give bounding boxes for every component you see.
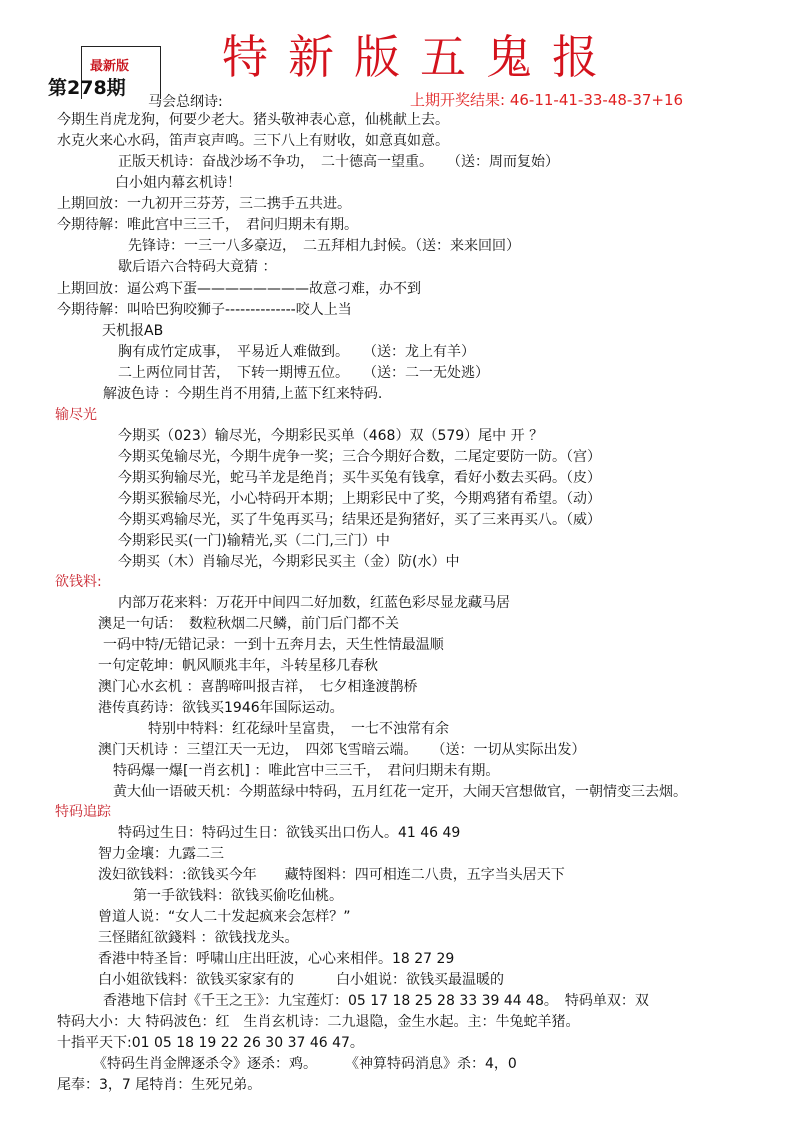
- tracking-line: 特码大小：大 特码波色：红 生肖玄机诗：二九退隐，金生水起。主：牛兔蛇羊猪。: [57, 1014, 580, 1030]
- tracking-line: 特码过生日：特码过生日：欲钱买出口伤人。41 46 49: [118, 825, 461, 841]
- intro-line-2: 水克火来心水码，笛声哀声鸣。三下八上有财收，如意真如意。: [57, 133, 449, 149]
- tracking-line: 泼妇欲钱料：:欲钱买今年 藏特图料：四可相连二八贵，五字当头居天下: [98, 867, 565, 883]
- pioneer-text: ：一三一八多豪迈， 二五拜相九封候。（送：来来回回）: [170, 238, 520, 254]
- money-line: 澳足一句话： 数粒秋烟二尺鳞，前门后门都不关: [98, 616, 399, 632]
- tracking-line: 第一手欲钱料：欲钱买偷吃仙桃。: [133, 888, 343, 904]
- subtitle: 马会总纲诗:: [148, 94, 223, 110]
- money-line: 特码爆一爆[一肖玄机] ：唯此宫中三三千， 君问归期未有期。: [113, 763, 500, 779]
- lose-all-line: 今期买狗输尽光，蛇马羊龙是绝肖；买牛买兔有钱拿，看好小数去买码。（皮）: [118, 470, 601, 486]
- tracking-line: 白小姐欲钱料：欲钱买家家有的 白小姐说：欲钱买最温暖的: [98, 972, 504, 988]
- money-line: 一句定乾坤：帆风顺兆丰年，斗转星移几春秋: [98, 658, 378, 674]
- section-heading-tracking: 特码追踪: [55, 804, 111, 820]
- section-heading-money-material: 欲钱料:: [55, 574, 102, 590]
- section-heading-lose-all: 输尽光: [55, 407, 97, 423]
- tracking-line: 尾奉：3，7 尾特肖：生死兄弟。: [57, 1077, 262, 1093]
- bai-poem-title: 白小姐内幕玄机诗！: [115, 175, 241, 191]
- tracking-line: 《特码生肖金牌逐杀令》逐杀：鸡。 《神算特码消息》杀：4，0: [93, 1056, 517, 1072]
- money-line: 澳门心水玄机 ：喜鹊啼叫报吉祥， 七夕相逢渡鹊桥: [98, 679, 418, 695]
- tianji-line-1: 胸有成竹定成事， 平易近人难做到。 （送：龙上有羊）: [118, 344, 475, 360]
- money-line: 内部万花来料：万花开中间四二好加数，红蓝色彩尽显龙藏马居: [118, 595, 510, 611]
- page-title: 特新版五鬼报: [222, 30, 618, 84]
- lose-all-line: 今期买兔输尽光，今期牛虎争一奖；三合今期好合数，二尾定要防一防。（宫）: [118, 449, 601, 465]
- riddle-last-review: 上期回放：逼公鸡下蛋————————故意刁难，办不到: [57, 281, 421, 297]
- money-line: 一码中特/无错记录：一到十五奔月去，天生性情最温顺: [103, 637, 444, 653]
- lose-all-line: 今期买（023）输尽光，今期彩民买单（468）双（579）尾中 开 ？: [118, 428, 544, 444]
- bai-current: 今期待解：唯此宫中三三千， 君问归期未有期。: [57, 217, 358, 233]
- money-line: 黄大仙一语破天机：今期蓝绿中特码，五月红花一定开，大闹天宫想做官，一朝情变三去烟。: [113, 784, 687, 800]
- tracking-line: 智力金壤：九露二三: [98, 846, 224, 862]
- tianji-poem: 正版天机诗：奋战沙场不争功， 二十德高一望重。 （送：周而复始）: [118, 154, 559, 170]
- tracking-line: 三怪賭紅欲錢料 ：欲钱找龙头。: [98, 930, 299, 946]
- latest-edition-label: 最新版: [90, 59, 130, 74]
- lose-all-line: 今期买鸡输尽光，买了牛兔再买马；结果还是狗猪好，买了三来再买八。（威）: [118, 512, 601, 528]
- pioneer-poem: [128, 236, 520, 256]
- tianji-line-2: 二上两位同甘苦， 下转一期博五位。 （送：二一无处逃）: [118, 365, 489, 381]
- wave-poem: 解波色诗 ：今期生肖不用猜,上蓝下红来特码.: [103, 386, 383, 402]
- riddle-title: 歇后语六合特码大竟猜 ：: [118, 259, 277, 275]
- riddle-current: 今期待解：叫哈巴狗咬狮子--------------咬人上当: [57, 302, 352, 318]
- issue-number: 第278期: [48, 77, 126, 99]
- bai-poem-heading: [115, 173, 241, 193]
- money-line: 澳门天机诗 ：三望江天一无边， 四郊飞雪暗云端。 （送：一切从实际出发）: [98, 742, 586, 758]
- tracking-line: 香港地下信封《千王之王》：九宝莲灯：05 17 18 25 28 33 39 44 48。 特码单双：双: [103, 993, 649, 1009]
- intro-line-1: 今期生肖虎龙狗，何要少老大。猪头敬神表心意，仙桃献上去。: [57, 112, 449, 128]
- tracking-line: 曾道人说：“女人二十发起疯来会怎样？”: [98, 909, 351, 925]
- tracking-line: 香港中特圣旨：呼啸山庄出旺波，心心来相伴。18 27 29: [98, 951, 455, 967]
- money-line: 港传真药诗：欲钱买1946年国际运动。: [98, 700, 344, 716]
- last-draw-result: 上期开奖结果: 46-11-41-33-48-37+16: [410, 91, 684, 109]
- bai-last-review: 上期回放：一九初开三芬芳，三二携手五共进。: [57, 196, 351, 212]
- lose-all-line: 今期买猴输尽光，小心特码开本期；上期彩民中了奖，今期鸡猪有希望。（动）: [118, 491, 601, 507]
- lose-all-line: 今期买（木）肖输尽光，今期彩民买主（金）防(水）中: [118, 554, 460, 570]
- tianji-title: 天机报AB: [102, 323, 164, 339]
- pioneer-title: 先锋诗: [128, 238, 170, 254]
- lose-all-line: 今期彩民买(一门)输精光,买（二门,三门）中: [118, 533, 390, 549]
- money-line: 特别中特料：红花绿叶呈富贵， 一七不浊常有余: [148, 721, 449, 737]
- tracking-line: 十指平天下:01 05 18 19 22 26 30 37 46 47。: [57, 1035, 364, 1051]
